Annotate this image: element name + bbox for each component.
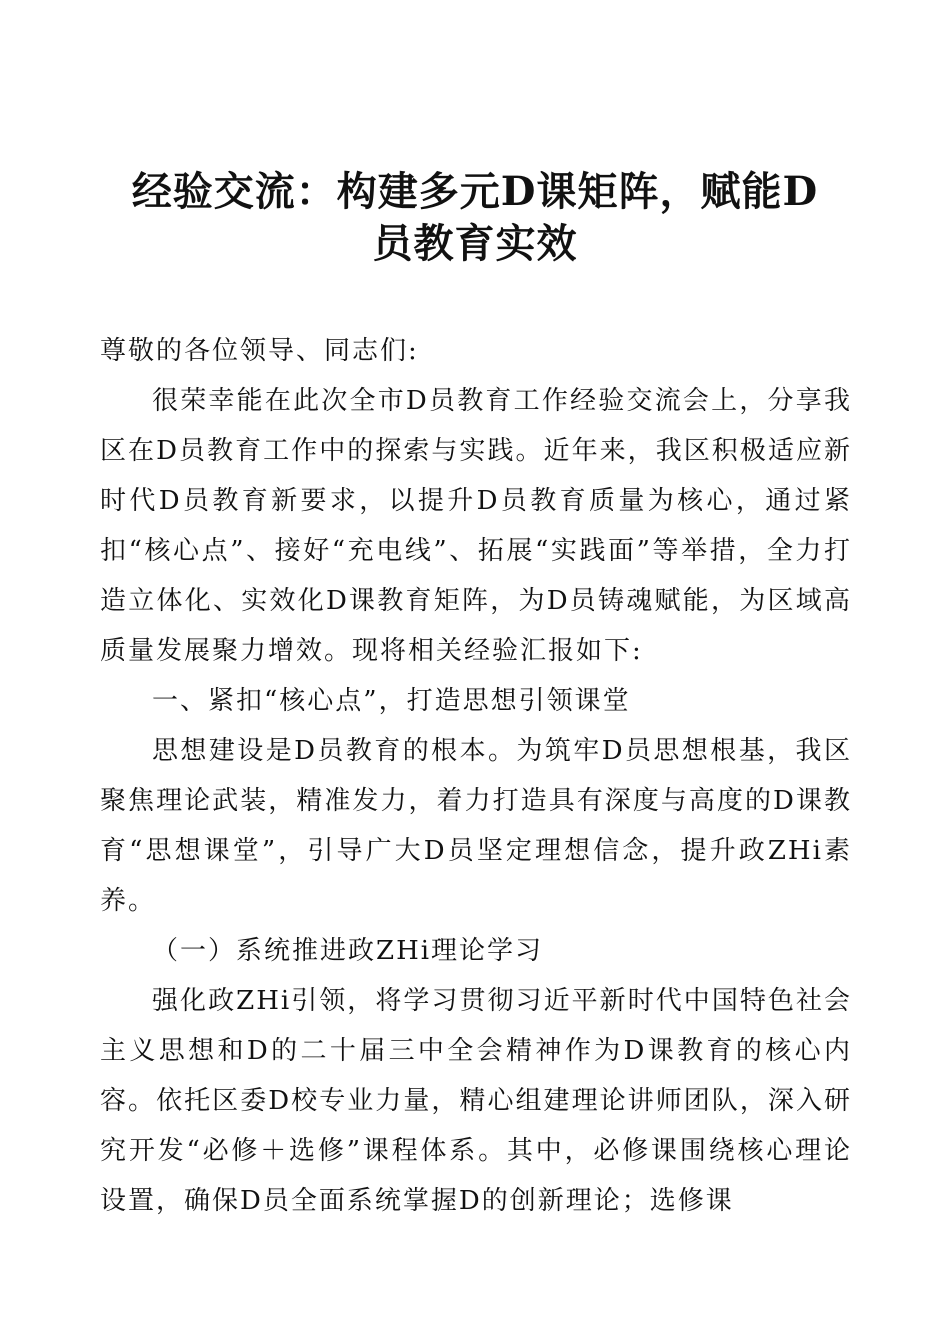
- salutation: 尊敬的各位领导、同志们:: [100, 336, 419, 366]
- section-1-intro: 思想建设是D员教育的根本。为筑牢D员思想根基，我区聚焦理论武装，精准发力，着力打造具有深度与高度的D课教育“思想课堂”，引导广大D员坚定理想信念，提升政ZHi素养。: [100, 736, 852, 916]
- section-1-heading: 一、紧扣“核心点”，打造思想引领课堂: [152, 686, 631, 716]
- title-line-2: 员教育实效: [372, 220, 578, 267]
- title-line-1: 经验交流：构建多元D课矩阵，赋能D: [131, 168, 819, 215]
- subsection-1-heading: （一）系统推进政ZHi理论学习: [152, 936, 544, 966]
- document-body: [100, 326, 852, 1226]
- subsection-1-body: 强化政ZHi引领，将学习贯彻习近平新时代中国特色社会主义思想和D的二十届三中全会精神作为D课教育的核心内容。依托区委D校专业力量，精心组建理论讲师团队，深入研究开发“必修＋选修”课程体系。其中，必修课围绕核心理论设置，确保D员全面系统掌握D的创新理论；选修课: [100, 986, 852, 1216]
- intro-paragraph: 很荣幸能在此次全市D员教育工作经验交流会上，分享我区在D员教育工作中的探索与实践。近年来，我区积极适应新时代D员教育新要求，以提升D员教育质量为核心，通过紧扣“核心点”、接好“充电线”、拓展“实践面”等举措，全力打造立体化、实效化D课教育矩阵，为D员铸魂赋能，为区域高质量发展聚力增效。现将相关经验汇报如下:: [100, 386, 852, 666]
- document-title: [100, 166, 850, 270]
